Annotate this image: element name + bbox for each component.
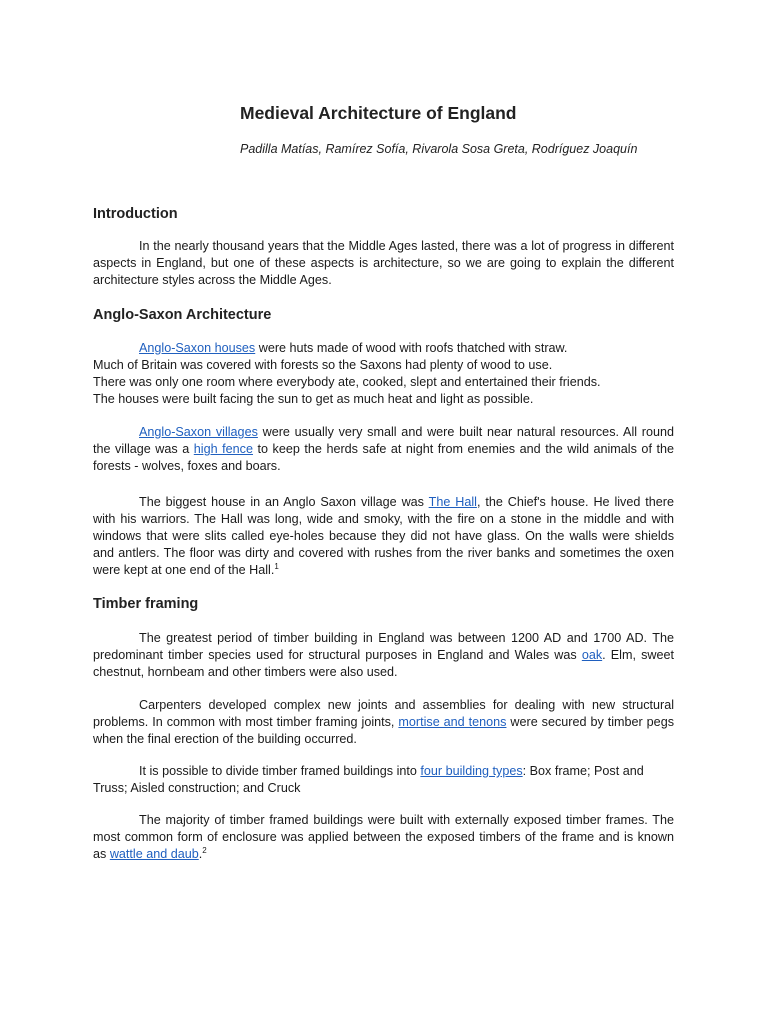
- paragraph-carpenters: [93, 697, 674, 748]
- paragraph-introduction: In the nearly thousand years that the Middle Ages lasted, there was a lot of progress in different aspects in England, but one of these aspects is architecture, so we are going to explain the different architecture styles across the Middle Ages.: [93, 239, 674, 287]
- link-anglo-saxon-houses[interactable]: Anglo-Saxon houses: [139, 341, 256, 355]
- text-line: Much of Britain was covered with forests so the Saxons had plenty of wood to use.: [93, 358, 553, 372]
- text-line: [93, 340, 674, 357]
- text-line: There was only one room where everybody ate, cooked, slept and entertained their friends.: [93, 375, 601, 389]
- document-authors: Padilla Matías, Ramírez Sofía, Rivarola Sosa Greta, Rodríguez Joaquín: [240, 142, 638, 156]
- text-line: The houses were built facing the sun to get as much heat and light as possible.: [93, 392, 534, 406]
- text-segment: were usually very small and were built near natural resources. All round the village was a: [93, 425, 674, 456]
- footnote-marker: 1: [274, 561, 279, 571]
- paragraph-the-hall: [93, 494, 674, 579]
- heading-anglo-saxon-architecture: Anglo-Saxon Architecture: [93, 307, 272, 323]
- link-wattle-and-daub[interactable]: wattle and daub: [109, 847, 199, 861]
- text-segment: The biggest house in an Anglo Saxon village was: [139, 495, 429, 509]
- link-four-building-types[interactable]: four building types: [420, 764, 523, 778]
- paragraph-anglo-saxon-houses: [93, 340, 674, 408]
- paragraph-building-types: [93, 763, 674, 797]
- text-segment: .: [198, 847, 203, 861]
- text-segment: were huts made of wood with roofs thatched with straw.: [255, 341, 568, 355]
- heading-timber-framing: Timber framing: [93, 596, 199, 612]
- heading-introduction: Introduction: [93, 206, 178, 222]
- link-oak[interactable]: oak: [581, 648, 603, 662]
- link-the-hall[interactable]: The Hall: [428, 495, 477, 509]
- paragraph-wattle-and-daub: [93, 812, 674, 863]
- text-segment: , the Chief's house. He lived there with his warriors. The Hall was long, wide and smoky, with the fire on a stone in the middle and with windows that were slits called eye-holes because they did not have glass. On the walls were shields and antlers. The floor was dirty and covered with rushes from the river banks and sometimes the oxen were kept at one end of the Hall.: [93, 495, 674, 577]
- text-segment: The majority of timber framed buildings were built with externally exposed timber frames. The most common form of enclosure was applied between the exposed timbers of the frame and is known as: [93, 813, 674, 861]
- text-segment: were secured by timber pegs when the final erection of the building occurred.: [93, 715, 674, 746]
- document-title: Medieval Architecture of England: [240, 103, 517, 123]
- text-segment: : Box frame; Post and Truss; Aisled construction; and Cruck: [93, 764, 644, 795]
- link-anglo-saxon-villages[interactable]: Anglo-Saxon villages: [139, 425, 258, 439]
- paragraph-anglo-saxon-villages: [93, 424, 674, 475]
- text-segment: Carpenters developed complex new joints and assemblies for dealing with new structural problems. In common with most timber framing joints,: [93, 698, 674, 729]
- text-segment: to keep the herds safe at night from enemies and the wild animals of the forests - wolves, foxes and boars.: [93, 442, 674, 473]
- paragraph-timber-period: [93, 630, 674, 681]
- text-segment: . Elm, sweet chestnut, hornbeam and other timbers were also used.: [93, 648, 674, 679]
- link-mortise-and-tenons[interactable]: mortise and tenons: [398, 715, 507, 729]
- footnote-marker: 2: [202, 845, 207, 855]
- link-high-fence[interactable]: high fence: [193, 442, 253, 456]
- text-segment: It is possible to divide timber framed buildings into: [139, 764, 421, 778]
- text-segment: The greatest period of timber building in England was between 1200 AD and 1700 AD. The predominant timber species used for structural purposes in England and Wales was: [93, 631, 674, 662]
